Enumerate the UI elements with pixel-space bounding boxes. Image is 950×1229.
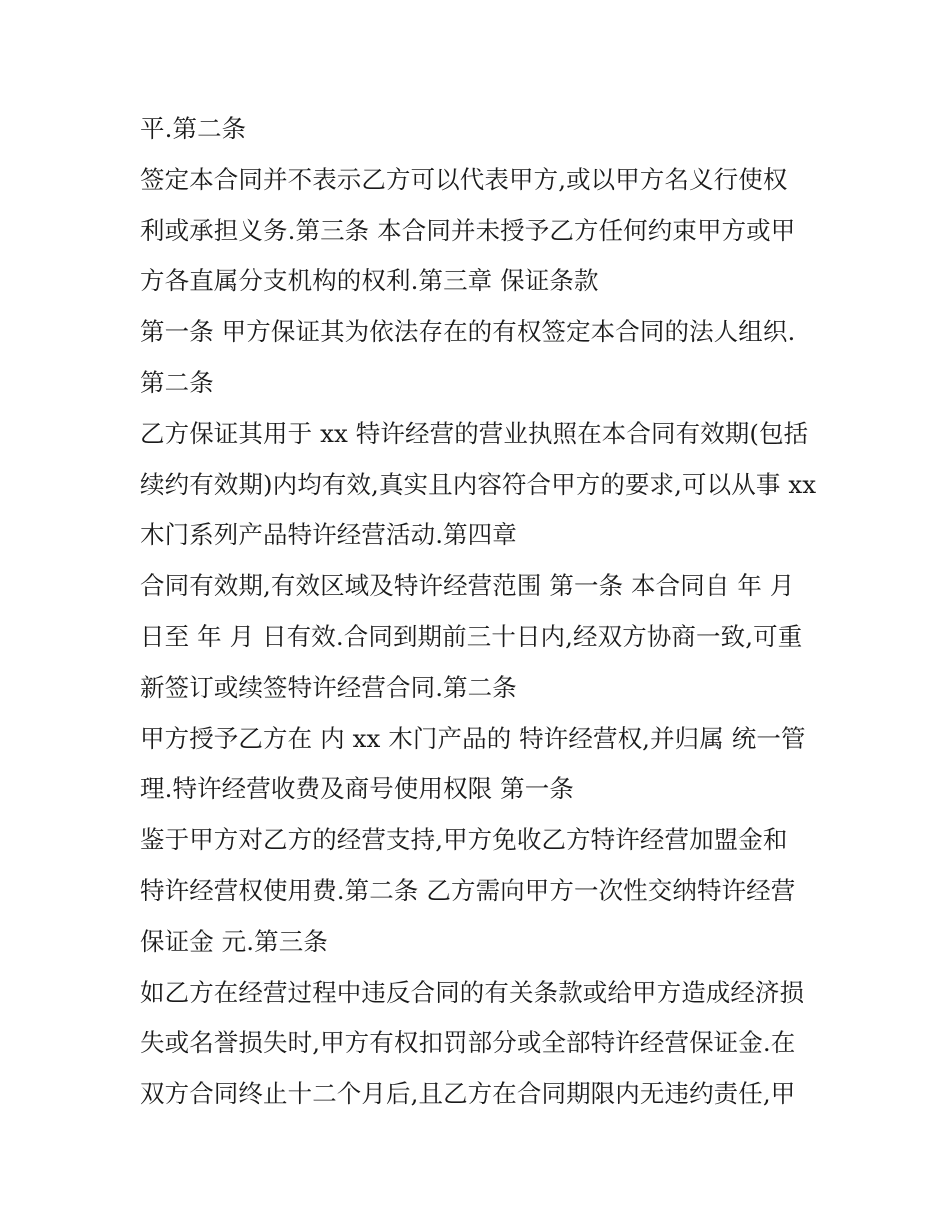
text-line: 甲方授予乙方在 内 xx 木门产品的 特许经营权,并归属 统一管 bbox=[140, 723, 806, 753]
text-line: 理.特许经营收费及商号使用权限 第一条 bbox=[140, 774, 574, 804]
text-line: 失或名誉损失时,甲方有权扣罚部分或全部特许经营保证金.在 bbox=[140, 1028, 796, 1058]
text-line: 平.第二条 bbox=[140, 114, 247, 143]
text-line: 如乙方在经营过程中违反合同的有关条款或给甲方造成经济损 bbox=[140, 977, 805, 1007]
document-body bbox=[140, 104, 820, 1120]
text-line: 日至 年 月 日有效.合同到期前三十日内,经双方协商一致,可重 bbox=[140, 621, 803, 651]
text-line: 第一条 甲方保证其为依法存在的有权签定本合同的法人组织. bbox=[140, 317, 796, 347]
text-line: 第二条 bbox=[140, 367, 214, 397]
text-line: 双方合同终止十二个月后,且乙方在合同期限内无违约责任,甲 bbox=[140, 1079, 796, 1109]
text-line: 方各直属分支机构的权利.第三章 保证条款 bbox=[140, 266, 599, 296]
text-line: 鉴于甲方对乙方的经营支持,甲方免收乙方特许经营加盟金和 bbox=[140, 825, 788, 855]
text-line: 保证金 元.第三条 bbox=[140, 926, 328, 956]
text-line: 乙方保证其用于 xx 特许经营的营业执照在本合同有效期(包括 bbox=[140, 418, 809, 448]
text-line: 签定本合同并不表示乙方可以代表甲方,或以甲方名义行使权 bbox=[140, 164, 788, 194]
text-line: 续约有效期)内均有效,真实且内容符合甲方的要求,可以从事 xx bbox=[140, 469, 817, 499]
text-line: 合同有效期,有效区域及特许经营范围 第一条 本合同自 年 月 bbox=[140, 571, 795, 601]
text-line: 木门系列产品特许经营活动.第四章 bbox=[140, 520, 517, 550]
text-line: 特许经营权使用费.第二条 乙方需向甲方一次性交纳特许经营 bbox=[140, 875, 796, 905]
text-line: 新签订或续签特许经营合同.第二条 bbox=[140, 672, 517, 702]
text-line: 利或承担义务.第三条 本合同并未授予乙方任何约束甲方或甲 bbox=[140, 215, 796, 245]
